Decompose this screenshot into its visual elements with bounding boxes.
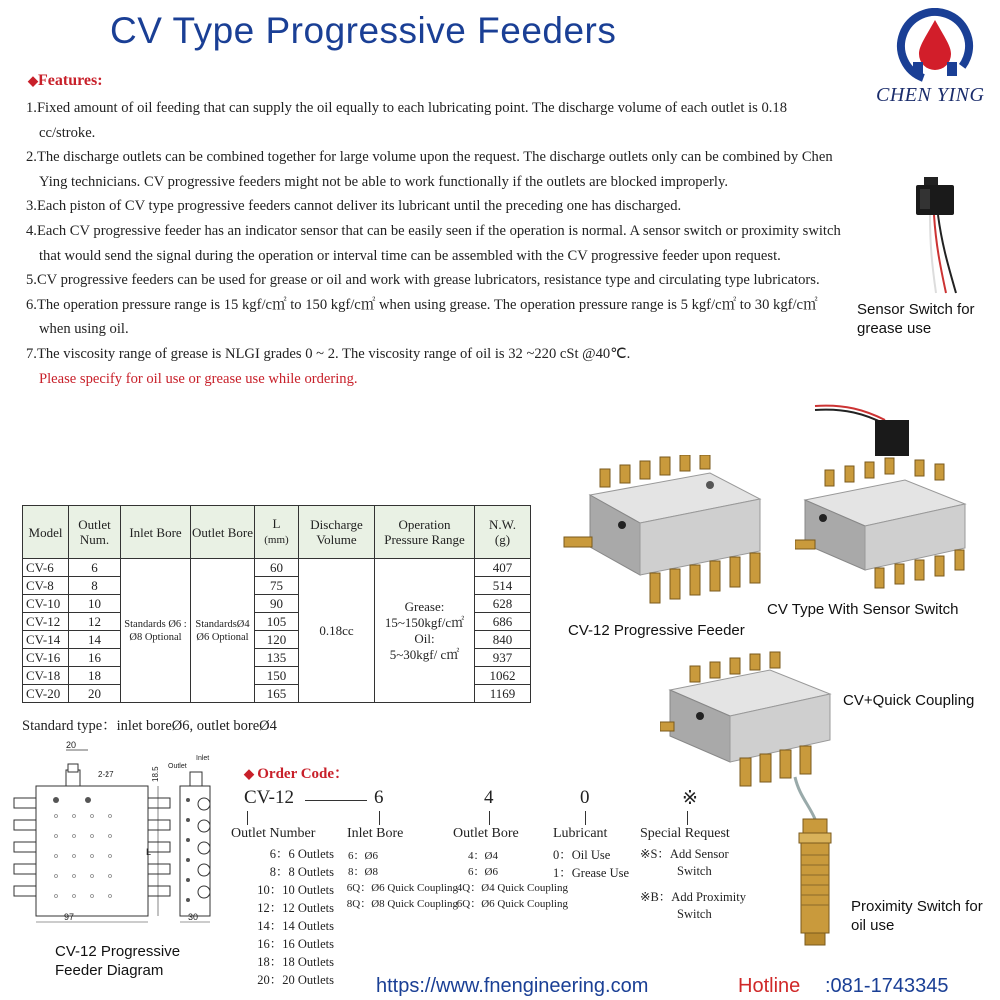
feature-item: 5.CV progressive feeders can be used for grease or oil and work with grease lubricators, resistance type and circulating type lubricators. [26,272,820,289]
col-l: L (mm) [255,506,299,559]
feature-item: 3.Each piston of CV type progressive feeders cannot deliver its lubricant until the preceding one has discharged. [26,198,682,215]
table-row: CV-18 18 150 1062 [23,667,531,685]
caption-proximity: Proximity Switch for oil use [851,898,983,934]
pressure-cell: Grease: 15~150kgf/c㎡ Oil: 5~30kgf/ c㎡ [375,559,475,703]
special-request-list: ※S：Add Sensor Switch ※B：Add Proximity Switch [640,847,746,921]
feeder-diagram [8,740,223,940]
feature-item: 1.Fixed amount of oil feeding that can supply the oil equally to each lubricating point. The discharge volume of each outlet is 0.18 cc/stroke. [26,100,787,141]
table-row: CV-14 14 120 840 [23,631,531,649]
caption-cv-quick: CV+Quick Coupling [843,692,975,709]
outlet-bore-cell: StandardsØ4 Ø6 Optional [191,559,255,703]
code-tick [247,811,248,825]
order-note: Please specify for oil use or grease use while ordering. [39,370,358,387]
table-row: CV-12 12 105 686 [23,613,531,631]
col-nw: N.W. (g) [475,506,531,559]
footer-url-link[interactable]: https://www.fnengineering.com [376,975,649,997]
label-inlet: Inlet [196,755,210,762]
standard-type-note: Standard type：inlet boreØ6, outlet boreØ4 [22,718,277,734]
outlet-number-list: 6：6 Outlets 8：8 Outlets 10：10 Outlets 12：12 Outlets 14：14 Outlets 16：16 Outlets 18：18 Outlets 20：20 Outlets [257,847,334,987]
code-connector-line [305,800,367,801]
cv-sensor-switch-image [795,400,985,590]
table-row: CV-8 8 75 514 [23,577,531,595]
code-outlet: 4 [484,787,494,808]
label-outlet: Outlet [168,763,187,770]
caption-sensor-switch: Sensor Switch for grease use [857,301,975,337]
inlet-bore-title: Inlet Bore [347,826,404,841]
caption-cv-sensor: CV Type With Sensor Switch [767,601,959,618]
code-inlet: 6 [374,787,384,808]
inlet-bore-cell: Standards Ø6 : Ø8 Optional [121,559,191,703]
col-model: Model [23,506,69,559]
col-inlet-bore: Inlet Bore [121,506,191,559]
table-row: CV-6 6 Standards Ø6 : Ø8 Optional StandardsØ4 Ø6 Optional 60 0.18cc Grease: 15~150kgf/c㎡ Oil: 5~30kgf/ c㎡ 407 [23,559,531,577]
feature-item: 6.The operation pressure range is 15 kgf/c㎡ to 150 kgf/c㎡ when using grease. The operation pressure range is 5 kgf/c㎡ to 30 kgf/c㎡ when using oil. [26,296,818,338]
dim-l: L [146,847,152,857]
lubricant-list: 0：Oil Use 1：Grease Use [553,848,630,880]
code-lubricant: 0 [580,787,590,808]
features-heading: ◆Features: [28,72,103,89]
col-outlet-bore: Outlet Bore [191,506,255,559]
features-list [26,96,846,391]
code-tick [687,811,688,825]
code-special: ※ [682,788,698,809]
proximity-switch-image [785,775,845,950]
order-code-heading: ◆ Order Code： [244,766,350,782]
code-tick [379,811,380,825]
caption-diagram: CV-12 Progressive Feeder Diagram [55,943,181,979]
table-row: CV-10 10 90 628 [23,595,531,613]
sensor-switch-image [900,175,980,295]
dim-hole: 2-ž7 [98,770,114,779]
page-title: CV Type Progressive Feeders [110,10,617,51]
table-header-row [23,506,531,559]
col-pressure: Operation Pressure Range [375,506,475,559]
spec-table [22,505,531,703]
feature-item: 4.Each CV progressive feeder has an indicator sensor that can be easily seen if the operation is normal. A sensor switch or proximity switch that would send the signal during the operation or interval time can be assembled with the CV progressive feeder upon request. [26,222,841,264]
outlet-bore-list: 4：Ø4 6：Ø6 4Q：Ø4 Quick Coupling 6Q：Ø6 Quick Coupling [456,850,568,910]
outlet-number-title: Outlet Number [231,826,316,841]
outlet-bore-title: Outlet Bore [453,826,519,841]
discharge-cell: 0.18cc [299,559,375,703]
feature-item: 2.The discharge outlets can be combined together for large volume upon the request. The discharge outlets only can be combined by Chen Ying technicians. CV progressive feeders might not be able to work functionally if the outlets are blocked improperly. [26,149,833,190]
footer-hotline-number: :081-1743345 [825,975,949,997]
special-request-title: Special Request [640,826,730,841]
lubricant-title: Lubricant [553,826,608,841]
dim-width: 97 [64,912,75,922]
cv12-feeder-image [560,455,780,625]
dim-side: 18.5 [151,766,160,782]
code-tick [585,811,586,825]
code-tick [489,811,490,825]
footer-hotline-label: Hotline [738,975,801,997]
cv-quick-coupling-image [660,650,840,790]
dim-depth: 30 [188,912,199,922]
chen-ying-logo-icon [895,8,975,84]
caption-cv12: CV-12 Progressive Feeder [568,622,745,639]
col-discharge: Discharge Volume [299,506,375,559]
table-row: CV-20 20 165 1169 [23,685,531,703]
col-outlet-num: Outlet Num. [69,506,121,559]
inlet-bore-list: 6：Ø6 8：Ø8 6Q：Ø6 Quick Coupling 8Q：Ø8 Quick Coupling [346,850,458,910]
table-row: CV-16 16 135 937 [23,649,531,667]
logo-text: CHEN YING [876,84,985,106]
code-model: CV-12 [244,787,294,808]
dim-top: 20 [66,740,77,750]
feature-item: 7.The viscosity range of grease is NLGI grades 0 ~ 2. The viscosity range of oil is 32 ~220 cSt @40℃. [26,345,631,362]
